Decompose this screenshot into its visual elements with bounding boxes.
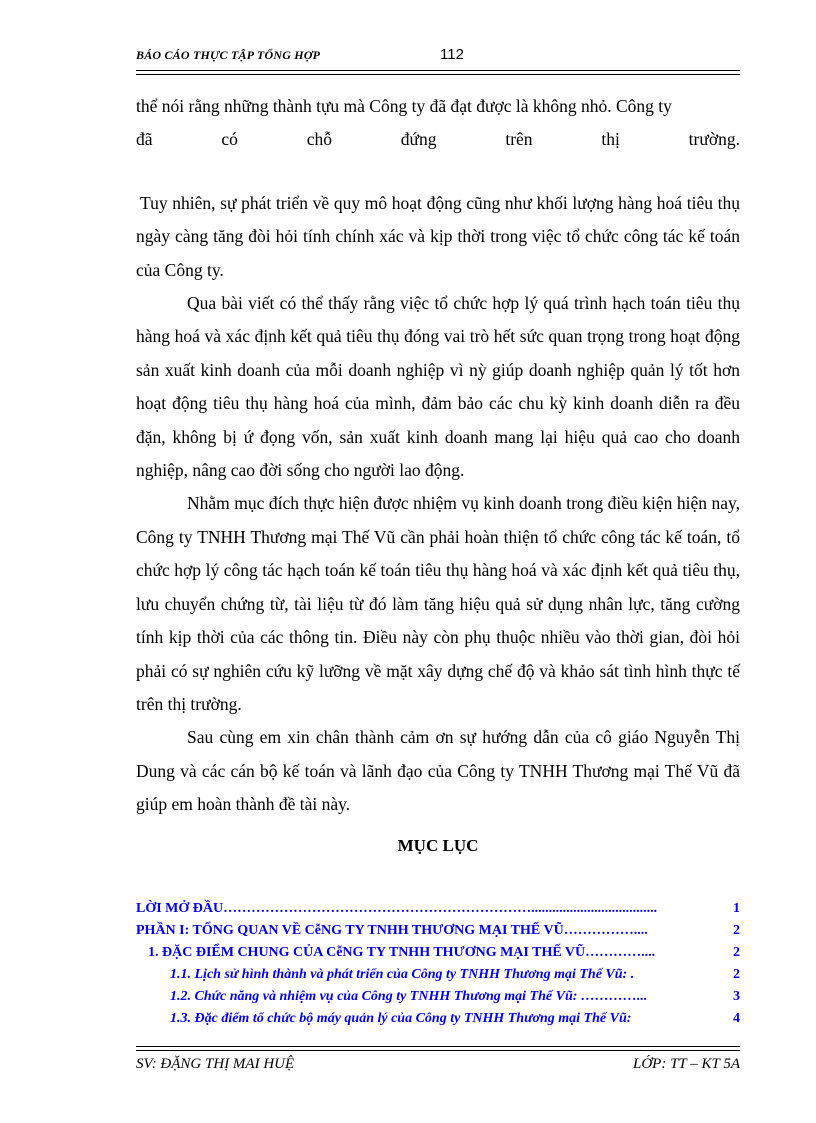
page-number: 112 [440,46,464,63]
toc-link-section-1-3[interactable] [136,1008,740,1030]
toc-entry-text: 1.3. Đặc điểm tổ chức bộ máy quản lý của Công ty TNHH Thương mại Thế Vũ: [170,1011,632,1026]
toc-link-phan-1[interactable] [136,920,740,942]
word: có [221,129,238,150]
word: đứng [400,129,437,150]
body-line-1: thể nói rằng những thành tựu mà Công ty đã đạt được là không nhỏ. Công ty [136,96,672,116]
student-name: SV: ĐẶNG THỊ MAI HUỆ [136,1056,295,1072]
toc-link-section-1-1[interactable] [136,964,740,986]
toc-entry-page: 2 [731,920,740,942]
toc-entry-page: 2 [731,964,740,986]
paragraph-5: Sau cùng em xin chân thành cảm ơn sự hướng dẫn của cô giáo Nguyễn Thị Dung và các cán bộ kế toán và lãnh đạo của Công ty TNHH Thương mại Thế Vũ đã giúp em hoàn thành đề tài này. [136,727,740,815]
toc-entry-page: 3 [731,986,740,1008]
page-header [136,46,740,68]
class-name: LỚP: TT – KT 5A [633,1056,740,1072]
body-text [136,90,740,822]
paragraph-2: Tuy nhiên, sự phát triển về quy mô hoạt động cũng như khối lượng hàng hoá tiêu thụ ngày càng tăng đòi hỏi tính chính xác và kịp thời trong việc tổ chức công tác kế toán của Công ty. [136,192,740,280]
word: trên [505,129,533,150]
paragraph-3: Qua bài viết có thể thấy rằng việc tổ chức hợp lý quá trình hạch toán tiêu thụ hàng hoá và xác định kết quả tiêu thụ đóng vai trò hết sức quan trọng trong hoạt động sản xuất kinh doanh của mỗi doanh nghiệp vì nỳ giúp doanh nghiệp quản lý tốt hơn hoạt động tiêu thụ hàng hoá của mình, đảm bảo các chu kỳ kinh doanh diễn ra đều đặn, không bị ứ đọng vốn, sản xuất kinh doanh mang lại hiệu quả cao cho doanh nghiệp, nâng cao đời sống cho người lao động. [136,293,740,481]
header-rule [136,70,740,75]
footer-rule [136,1046,740,1051]
page-footer [136,1056,740,1078]
toc-link-section-1-2[interactable] [136,986,740,1008]
toc-entry-text: LỜI MỞ ĐẦU………………………………………………………….................................... [136,901,658,916]
toc-title: MỤC LỤC [397,836,479,855]
paragraph-4: Nhằm mục đích thực hiện được nhiệm vụ kinh doanh trong điều kiện hiện nay, Công ty TNHH Thương mại Thế Vũ cần phải hoàn thiện tổ chức công tác kế toán, tổ chức hợp lý công tác hạch toán kế toán tiêu thụ hàng hoá và xác định kết quả tiêu thụ, lưu chuyển chứng từ, tài liệu từ đó làm tăng hiệu quả sử dụng nhân lực, tăng cường tính kịp thời của các thông tin. Điều này còn phụ thuộc nhiều vào thời gian, đòi hỏi phải có sự nghiên cứu kỹ lưỡng về mặt xây dựng chế độ và khảo sát tình hình thực tế trên thị trường. [136,493,740,714]
toc-entry-page: 4 [731,1008,740,1030]
toc-entry-page: 2 [731,942,740,964]
toc-entry-text: 1.1. Lịch sử hình thành và phát triển của Công ty TNHH Thương mại Thế Vũ: . [170,967,635,982]
body-line-2 [136,123,740,156]
table-of-contents [136,898,740,1030]
word: chỗ [306,129,332,150]
word: đã [136,129,153,150]
word: thị [601,129,620,150]
toc-entry-text: 1.2. Chức năng và nhiệm vụ của Công ty TNHH Thương mại Thế Vũ: …………... [170,989,648,1004]
report-title: BÁO CÁO THỰC TẬP TỔNG HỢP [136,48,321,62]
toc-entry-text: PHẦN I: TỔNG QUAN VỀ CễNG TY TNHH THƯƠNG MẠI THẾ VŨ…………….... [136,923,648,938]
toc-link-loi-mo-dau[interactable] [136,898,740,920]
toc-link-section-1[interactable] [136,942,740,964]
toc-entry-text: 1. ĐẶC ĐIỂM CHUNG CỦA CễNG TY TNHH THƯƠNG MẠI THẾ VŨ………….... [148,945,656,960]
toc-entry-page: 1 [731,898,740,920]
word: trường. [688,129,740,150]
